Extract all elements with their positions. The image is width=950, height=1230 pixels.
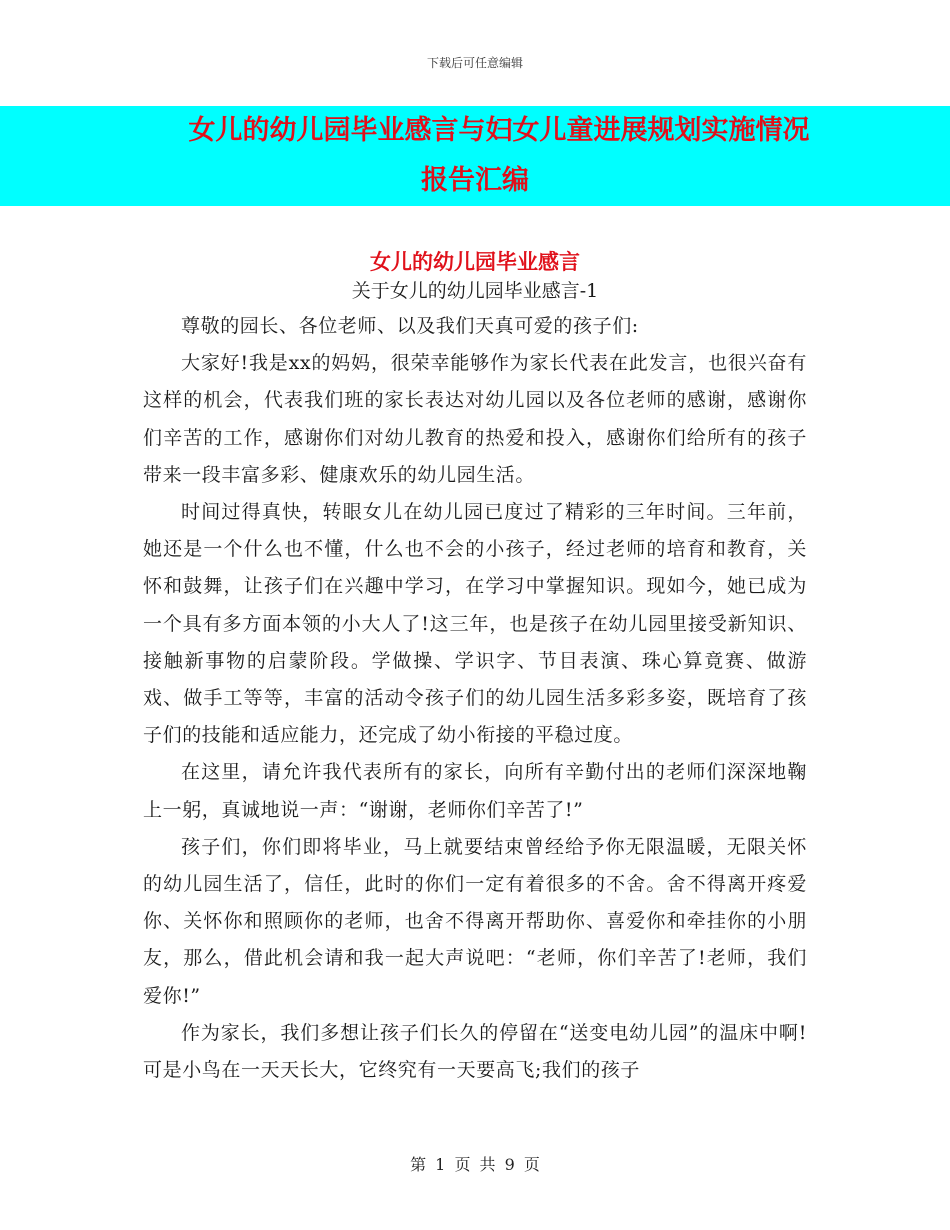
- paragraph-greeting: 尊敬的园长、各位老师、以及我们天真可爱的孩子们:: [181, 315, 639, 337]
- document-title-line-1: 女儿的幼儿园毕业感言与妇女儿童进展规划实施情况: [188, 115, 810, 146]
- page-footer-page-number: 第 1 页 共 9 页: [410, 1155, 540, 1174]
- section-title: 女儿的幼儿园毕业感言: [370, 250, 580, 274]
- document-title-line-2: 报告汇编: [421, 165, 529, 196]
- body-text: [143, 308, 807, 1089]
- page-header-note: 下载后可任意编辑: [426, 56, 523, 70]
- paragraph: 孩子们，你们即将毕业，马上就要结束曾经给予你无限温暖，无限关怀的幼儿园生活了，信任，此时的你们一定有着很多的不舍。舍不得离开疼爱你、关怀你和照顾你的老师，也舍不得离开帮助你、喜爱你和牵挂你的小朋友，那么，借此机会请和我一起大声说吧：“老师，你们辛苦了!老师，我们爱你!”: [143, 835, 807, 1007]
- paragraph: 大家好!我是xx的妈妈，很荣幸能够作为家长代表在此发言，也很兴奋有这样的机会，代表我们班的家长表达对幼儿园以及各位老师的感谢，感谢你们辛苦的工作，感谢你们对幼儿教育的热爱和投入，感谢你们给所有的孩子带来一段丰富多彩、健康欢乐的幼儿园生活。: [143, 352, 807, 486]
- paragraph: 在这里，请允许我代表所有的家长，向所有辛勤付出的老师们深深地鞠上一躬，真诚地说一声：“谢谢，老师你们辛苦了!”: [143, 761, 807, 821]
- paragraph: 作为家长，我们多想让孩子们长久的停留在“送变电幼儿园”的温床中啊!可是小鸟在一天天长大，它终究有一天要高飞;我们的孩子: [143, 1021, 807, 1082]
- paragraph: 时间过得真快，转眼女儿在幼儿园已度过了精彩的三年时间。三年前，她还是一个什么也不懂，什么也不会的小孩子，经过老师的培育和教育，关怀和鼓舞，让孩子们在兴趣中学习，在学习中掌握知识。现如今，她已成为一个具有多方面本领的小大人了!这三年，也是孩子在幼儿园里接受新知识、接触新事物的启蒙阶段。学做操、学识字、节目表演、珠心算竟赛、做游戏、做手工等等，丰富的活动令孩子们的幼儿园生活多彩多姿，既培育了孩子们的技能和适应能力，还完成了幼小衔接的平稳过度。: [143, 501, 807, 747]
- section-subtitle: 关于女儿的幼儿园毕业感言-1: [351, 280, 599, 302]
- document-title: [0, 106, 950, 206]
